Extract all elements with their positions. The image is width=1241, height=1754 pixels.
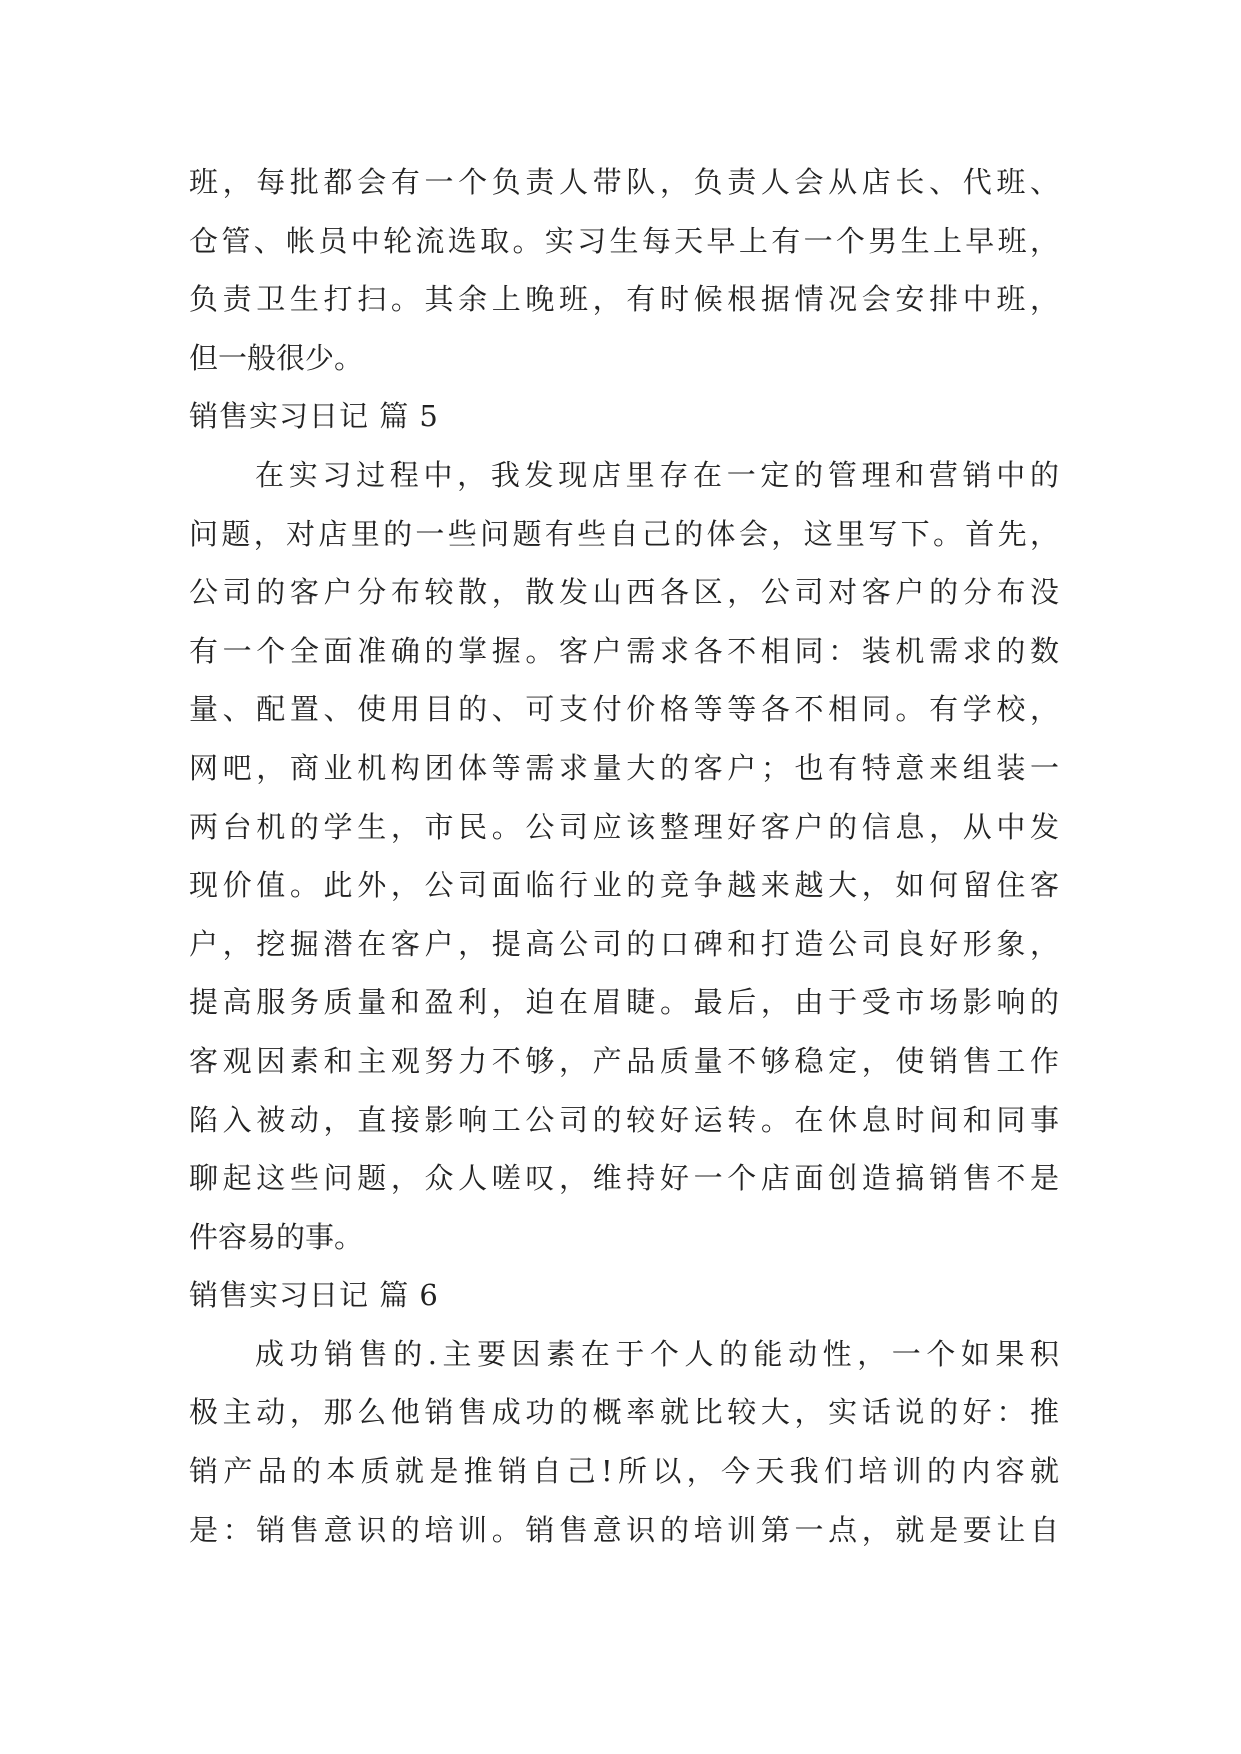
paragraph-line: 在实习过程中，我发现店里存在一定的管理和营销中的 — [255, 457, 1059, 492]
paragraph-line: 现价值。此外，公司面临行业的竞争越来越大，如何留住客 — [189, 868, 1059, 903]
paragraph-line: 但一般很少。 — [189, 340, 364, 375]
paragraph-line: 销产品的本质就是推销自己!所以，今天我们培训的内容就 — [189, 1454, 1059, 1489]
paragraph-line: 班，每批都会有一个负责人带队，负责人会从店长、代班、 — [189, 165, 1059, 199]
paragraph-line: 成功销售的.主要因素在于个人的能动性，一个如果积 — [255, 1336, 1059, 1371]
paragraph-line: 两台机的学生，市民。公司应该整理好客户的信息，从中发 — [189, 809, 1059, 844]
paragraph-line: 是：销售意识的培训。销售意识的培训第一点，就是要让自 — [189, 1512, 1059, 1547]
paragraph-line: 陷入被动，直接影响工公司的较好运转。在休息时间和同事 — [189, 1102, 1059, 1137]
paragraph-line: 客观因素和主观努力不够，产品质量不够稳定，使销售工作 — [189, 1043, 1059, 1078]
paragraph-line: 仓管、帐员中轮流选取。实习生每天早上有一个男生上早班， — [189, 223, 1059, 258]
paragraph-line: 件容易的事。 — [189, 1219, 364, 1254]
paragraph-line: 户，挖掘潜在客户，提高公司的口碑和打造公司良好形象， — [189, 926, 1059, 961]
paragraph-line: 量、配置、使用目的、可支付价格等等各不相同。有学校， — [189, 692, 1059, 727]
paragraph-line: 极主动，那么他销售成功的概率就比较大，实话说的好：推 — [189, 1395, 1059, 1430]
paragraph-line: 公司的客户分布较散，散发山西各区，公司对客户的分布没 — [189, 575, 1059, 610]
paragraph-line: 问题，对店里的一些问题有些自己的体会，这里写下。首先， — [189, 516, 1059, 551]
paragraph-line: 有一个全面准确的掌握。客户需求各不相同：装机需求的数 — [189, 633, 1059, 668]
section-heading: 销售实习日记 篇 5 — [189, 399, 439, 434]
paragraph-line: 聊起这些问题，众人嗟叹，维持好一个店面创造搞销售不是 — [189, 1161, 1059, 1196]
document-body — [189, 153, 1059, 1559]
paragraph-line: 网吧，商业机构团体等需求量大的客户；也有特意来组装一 — [189, 750, 1059, 785]
paragraph-line: 负责卫生打扫。其余上晚班，有时候根据情况会安排中班， — [189, 282, 1059, 317]
paragraph-line: 提高服务质量和盈利，迫在眉睫。最后，由于受市场影响的 — [189, 985, 1059, 1020]
section-heading: 销售实习日记 篇 6 — [189, 1278, 439, 1313]
